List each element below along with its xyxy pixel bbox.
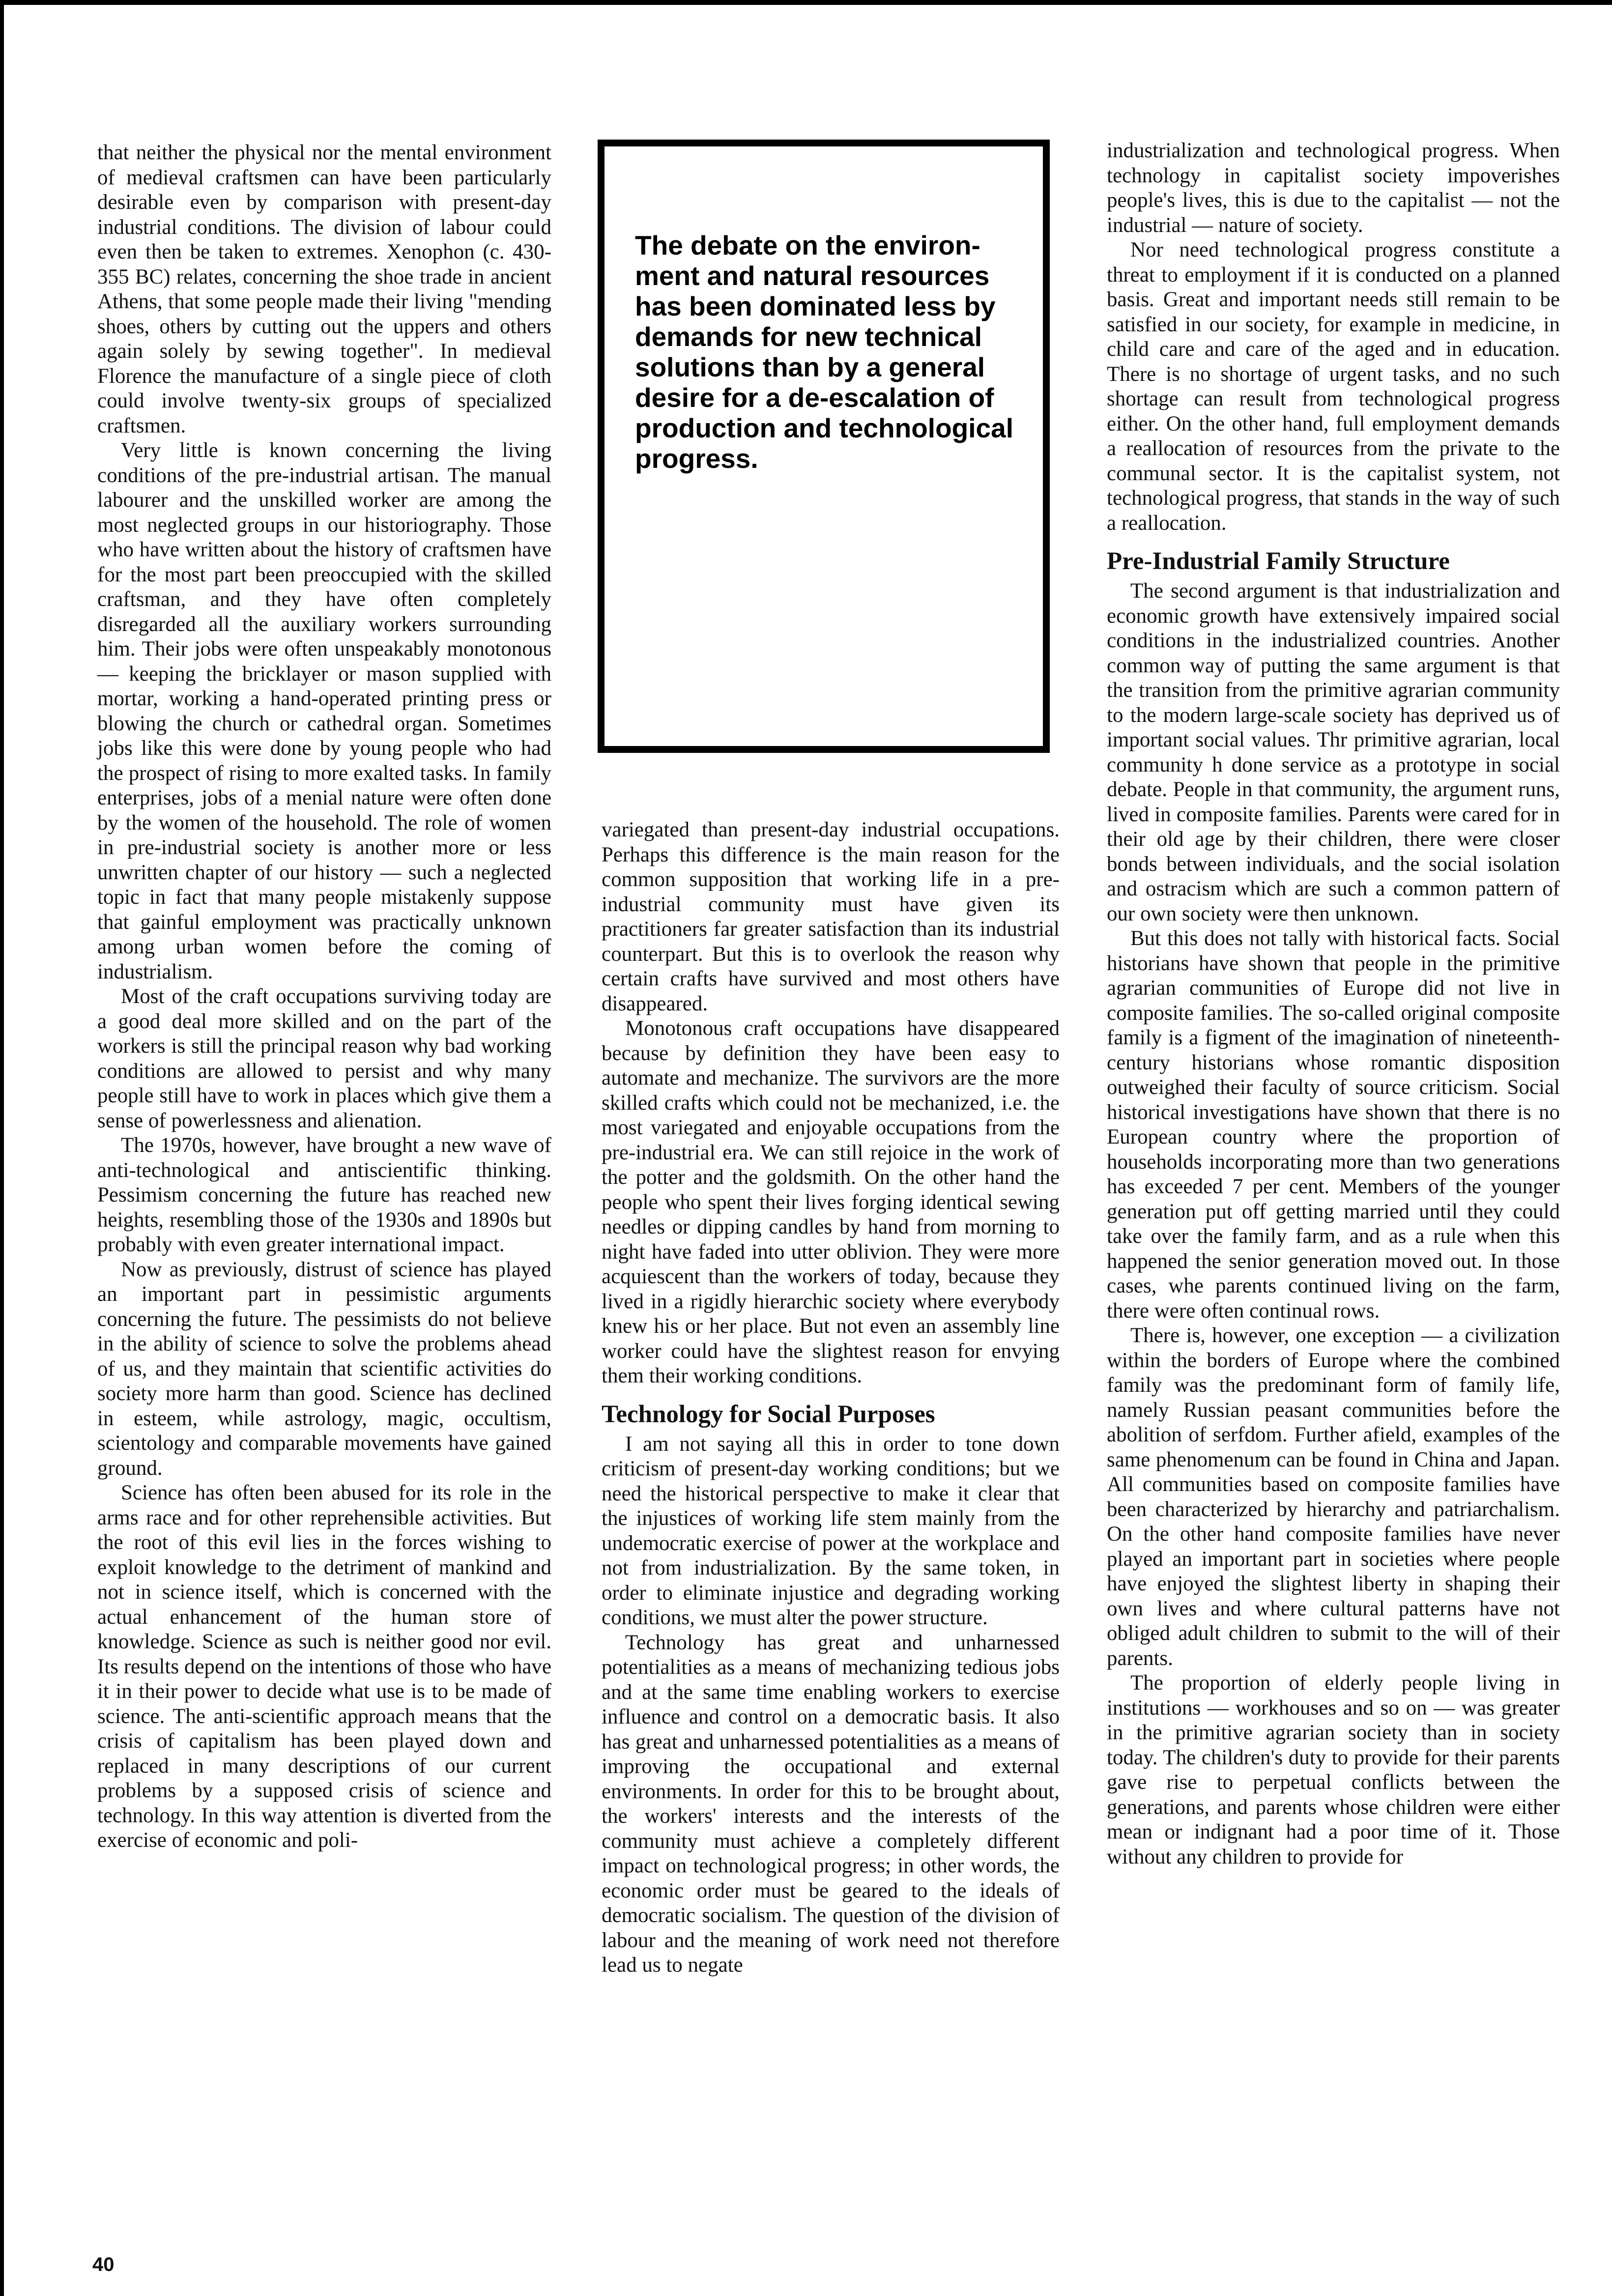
paragraph: The second argument is that industrialization and economic growth have extensively impaired social conditions in the industrialized countries. Another common way of putting the same argument is that the transition from the primitive agrarian community to the modern large-scale society has deprived us of important social values. Thr primitive agrarian, local community h done service as a prototype in social debate. People in that community, the argument runs, lived in composite families. Parents were cared for in their old age by their children, there were closer bonds between individuals, and the social isolation and ostracism which are such a common pattern of our own society were then unknown.: [1107, 579, 1560, 925]
page-number: 40: [92, 2254, 115, 2275]
article-column-1: [97, 141, 551, 1853]
paragraph: industrialization and technological progress. When technology in capitalist society impoverishes people's lives, this is due to the capitalist — not the industrial — nature of society.: [1107, 139, 1560, 237]
paragraph: Monotonous craft occupations have disappeared because by definition they have been easy to automate and mechanize. The survivors are the more skilled crafts which could not be mechanized, i.e. the most variegated and enjoyable occupations from the pre-industrial era. We can still rejoice in the work of the potter and the goldsmith. On the other hand the people who spent their lives forging identical sewing needles or dipping candles by hand from morning to night have faded into utter oblivion. They were more acquiescent than the workers of today, because they lived in a rigidly hierarchic society where everybody knew his or her place. But not even an assembly line worker could have the slightest reason for envying them their working conditions.: [602, 1017, 1060, 1387]
paragraph: Technology has great and unharnessed potentialities as a means of mechanizing tedious jobs and at the same time enabling workers to exercise influence and control on a democratic basis. It also has great and unharnessed potentialities as a means of improving the occupational and external environments. In order for this to be brought about, the workers' interests and the interests of the community must achieve a completely different impact on technological progress; in other words, the economic order must be geared to the ideals of democratic socialism. The question of the division of labour and the meaning of work need not therefore lead us to negate: [602, 1631, 1060, 1977]
article-column-2: [602, 818, 1060, 1978]
paragraph: The proportion of elderly people living in institutions — workhouses and so on — was greater in the primitive agrarian society than in society today. The children's duty to provide for their parents gave rise to perpetual conflicts between the generations, and parents whose children were either mean or indignant had a poor time of it. Those without any children to provide for: [1107, 1671, 1560, 1868]
paragraph: Now as previously, distrust of science has played an important part in pessimistic arguments concerning the future. The pessimists do not believe in the ability of science to solve the problems ahead of us, and they maintain that scientific activities do society more harm than good. Science has declined in esteem, while astrology, magic, occultism, scientology and comparable movements have gained ground.: [97, 1258, 551, 1480]
paragraph: Nor need technological progress constitute a threat to employment if it is conducted on a planned basis. Great and important needs still remain to be satisfied in our society, for example in medicine, in child care and care of the aged and in education. There is no shortage of urgent tasks, and no such shortage can result from technological progress either. On the other hand, full employment demands a reallocation of resources from the private to the communal sector. It is the capitalist system, not technological progress, that stands in the way of such a reallocation.: [1107, 238, 1560, 535]
paragraph: There is, however, one exception — a civilization within the borders of Europe where the combined family was the predominant form of family life, namely Russian peasant communities before the abolition of serfdom. Further afield, examples of the same phenomenum can be found in China and Japan. All communities based on composite families have been characterized by hierarchy and patriarchalism. On the other hand composite families have never played an important part in societies where people have enjoyed the slightest liberty in shaping their own lives and where cultural patterns have not obliged adult children to submit to the will of their parents.: [1107, 1324, 1560, 1670]
paragraph: Very little is known concerning the living conditions of the pre-industrial artisan. The manual labourer and the unskilled worker are among the most neglected groups in our historiography. Those who have written about the history of craftsmen have for the most part been preoccupied with the skilled craftsman, and they have often completely disregarded all the auxiliary workers surrounding him. Their jobs were often unspeakably monotonous — keeping the bricklayer or mason supplied with mortar, working a hand-operated printing press or blowing the church or cathedral organ. Sometimes jobs like this were done by young people who had the prospect of rising to more exalted tasks. In family enterprises, jobs of a menial nature were often done by the women of the household. The role of women in pre-industrial society is another more or less unwritten chapter of our history — such a neglected topic in fact that many people mistakenly suppose that gainful employment was practically unknown among urban women before the coming of industrialism.: [97, 439, 551, 983]
pull-quote-text: The debate on the environ- ment and natural resources has been dominated less by demands for new technical solutions than by a general desire for a de-escalation of production and technological progress.: [635, 230, 1013, 474]
section-heading: Technology for Social Purposes: [602, 1400, 935, 1428]
top-border-rule: [0, 0, 1612, 5]
paragraph: Science has often been abused for its role in the arms race and for other reprehensible activities. But the root of this evil lies in the forces wishing to exploit knowledge to the detriment of mankind and not in science itself, which is concerned with the actual enhancement of the human store of knowledge. Science as such is neither good nor evil. Its results depend on the intentions of those who have it in their power to decide what use is to be made of science. The anti-scientific approach means that the crisis of capitalism has been played down and replaced in many descriptions of our current problems by a supposed crisis of science and technology. In this way attention is diverted from the exercise of economic and poli-: [97, 1481, 551, 1852]
paragraph: that neither the physical nor the mental environment of medieval craftsmen can have been particularly desirable even by comparison with present-day industrial conditions. The division of labour could even then be taken to extremes. Xenophon (c. 430-355 BC) relates, concerning the shoe trade in ancient Athens, that some people made their living "mending shoes, others by cutting out the uppers and others again solely by sewing together". In medieval Florence the manufacture of a single piece of cloth could involve twenty-six groups of specialized craftsmen.: [97, 141, 551, 437]
section-heading: Pre-Industrial Family Structure: [1107, 547, 1450, 575]
left-border-rule: [0, 0, 4, 2296]
paragraph: I am not saying all this in order to tone down criticism of present-day working conditions; but we need the historical perspective to make it clear that the injustices of working life stem mainly from the undemocratic exercise of power at the workplace and not from industrialization. By the same token, in order to eliminate injustice and degrading working conditions, we must alter the power structure.: [602, 1432, 1060, 1629]
paragraph: variegated than present-day industrial occupations. Perhaps this difference is the main reason for the common supposition that working life in a pre-industrial community must have given its practitioners far greater satisfaction than its industrial counterpart. But this is to overlook the reason why certain crafts have survived and most others have disappeared.: [602, 818, 1060, 1015]
article-column-3: [1107, 139, 1560, 1869]
paragraph: But this does not tally with historical facts. Social historians have shown that people in the primitive agrarian communities of Europe did not live in composite families. The so-called original composite family is a figment of the imagination of nineteenth-century historians whose romantic disposition outweighed their faculty of source criticism. Social historical investigations have shown that there is no European country where the proportion of households incorporating more than two generations has exceeded 7 per cent. Members of the younger generation put off getting married until they could take over the family farm, and as a rule when this happened the senior generation moved out. In those cases, whe parents continued living on the farm, there were often continual rows.: [1107, 927, 1560, 1322]
paragraph: Most of the craft occupations surviving today are a good deal more skilled and on the part of the workers is still the principal reason why bad working conditions are allowed to persist and why many people still have to work in places which give them a sense of powerlessness and alienation.: [97, 985, 551, 1132]
paragraph: The 1970s, however, have brought a new wave of anti-technological and antiscientific thinking. Pessimism concerning the future has reached new heights, resembling those of the 1930s and 1890s but probably with even greater international impact.: [97, 1134, 551, 1256]
pull-quote-box: [598, 140, 1050, 753]
